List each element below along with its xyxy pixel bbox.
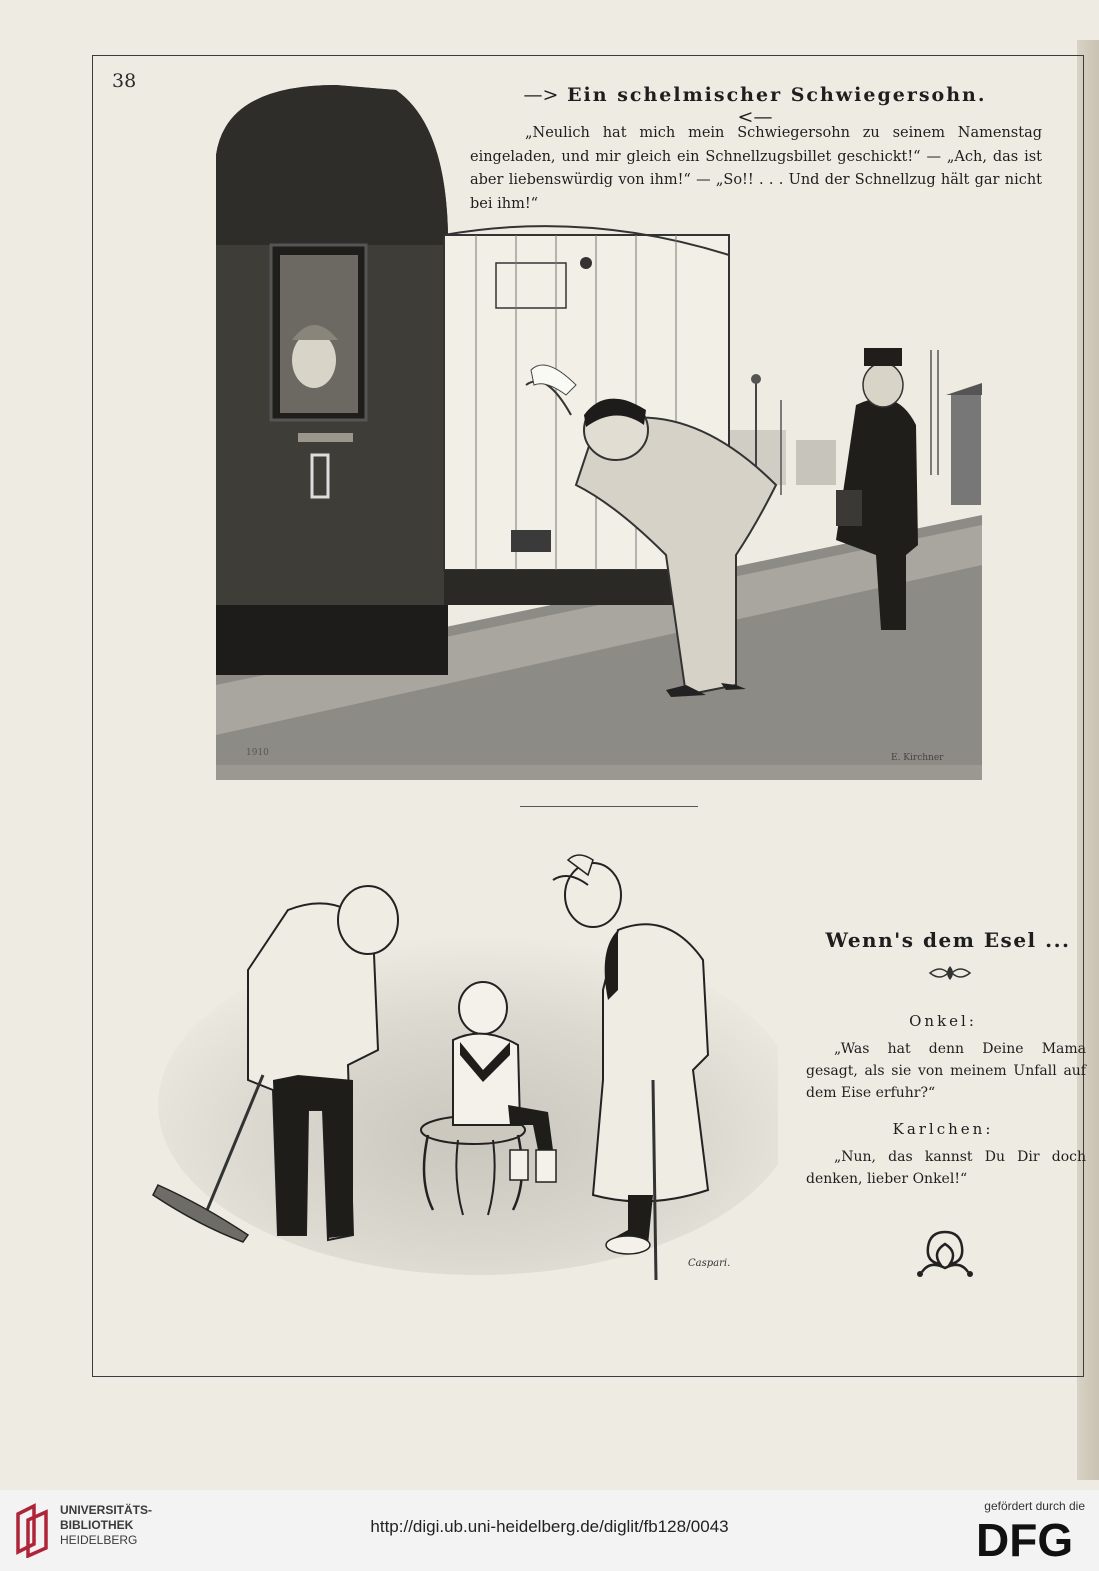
fleuron-ornament — [920, 962, 980, 984]
title-ornament-left: —> — [523, 84, 559, 106]
article-title-bottom: Wenn's dem Esel ... — [825, 928, 1071, 952]
speech-text-2: „Nun, das kannst Du Dir doch denken, lieber Onkel!“ — [806, 1149, 1086, 1187]
funded-by-label: gefördert durch die — [984, 1499, 1085, 1513]
speaker-label-1: Onkel: — [909, 1012, 977, 1030]
speech-text-1: „Was hat denn Deine Mama gesagt, als sie von meinem Unfall auf dem Eise erfuhr?“ — [806, 1041, 1086, 1101]
illustration-signature-top: E. Kirchner — [891, 753, 944, 763]
speaker-label-2: Karlchen: — [892, 1120, 994, 1138]
library-name-line-2: BIBLIOTHEK — [60, 1518, 134, 1532]
article-title-text: Ein schelmischer Schwiegersohn. — [567, 84, 987, 106]
dfg-logo-icon — [976, 1514, 1082, 1562]
svg-text:1910: 1910 — [246, 748, 269, 758]
family-illustration — [148, 850, 778, 1290]
dfg-logo-text: DFG — [976, 1514, 1074, 1562]
illustration-signature-bottom: Caspari. — [688, 1258, 731, 1269]
article-paragraph: „Neulich hat mich mein Schwiegersohn zu seinem Namenstag eingeladen, und mir gleich ein Schnellzugsbillet geschickt!“ — „Ach, das ist aber liebenswürdig von ihm!“ — „So!! . . . Und der Schnellzug hält gar nicht bei ihm!“ — [470, 125, 1042, 212]
end-ornament — [910, 1222, 980, 1282]
source-url-link[interactable]: http://digi.ub.uni-heidelberg.de/diglit/fb128/0043 — [370, 1517, 729, 1536]
library-name-line-1: UNIVERSITÄTS- — [60, 1503, 153, 1517]
library-name-line-3: HEIDELBERG — [60, 1533, 138, 1547]
digitization-footer — [0, 1490, 1099, 1571]
train-station-illustration — [216, 85, 982, 780]
speech-2 — [806, 1146, 1086, 1190]
section-divider — [520, 806, 698, 807]
title-ornament-right: <— — [737, 106, 773, 128]
page-number: 38 — [112, 70, 137, 92]
speech-1 — [806, 1038, 1086, 1104]
